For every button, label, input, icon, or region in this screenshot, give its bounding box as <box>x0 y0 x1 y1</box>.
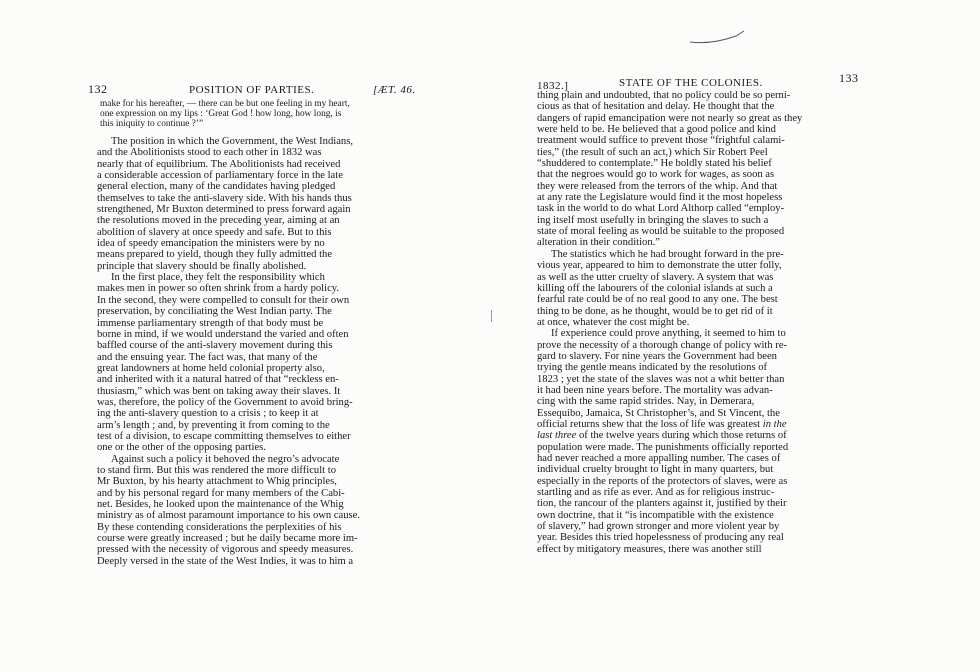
text-line: If experience could prove anything, it seemed to him to <box>551 328 786 340</box>
text-line: one or the other of the opposing parties. <box>97 442 266 454</box>
text-line: cious as that of hesitation and delay. He thought that the <box>537 101 775 113</box>
text-line: thing plain and undoubted, that no policy could be so perni- <box>537 90 791 101</box>
text-line: test of a division, to escape committing themselves to either <box>97 430 351 442</box>
text-line: themselves to take the anti-slavery side. With his hands thus <box>97 192 352 204</box>
text-line: and inherited with it a natural hatred of that “reckless en- <box>97 374 339 386</box>
text-line: abolition of slavery at once speedy and safe. But to this <box>97 226 332 238</box>
text-line: make for his hereafter, — there can be but one feeling in my heart, <box>100 99 350 109</box>
text-line: “shuddered to contemplate.” He boldly stated his belief <box>537 158 772 170</box>
text-line: general election, many of the candidates having pledged <box>97 181 336 193</box>
text-line: as well as the utter cruelty of slavery. A system that was <box>537 271 774 283</box>
right-page <box>490 0 980 672</box>
text-line: official returns shew that the loss of life was greatest in the <box>537 418 787 430</box>
left-body-text <box>97 136 427 567</box>
text-line: Deeply versed in the state of the West Indies, it was to him a <box>97 555 354 567</box>
text-line: dangers of rapid emancipation were not nearly so great as they <box>537 112 803 124</box>
gutter-mark <box>491 310 492 322</box>
text-line: nearly that of equilibrium. The Abolitionists had received <box>97 158 341 170</box>
right-running-head-date: 1832.] <box>537 80 569 92</box>
text-line: at once, whatever the cost might be. <box>537 316 690 328</box>
text-line: In the second, they were compelled to consult for their own <box>97 294 350 306</box>
text-line: population were made. The punishments officially reported <box>537 441 789 453</box>
left-page-number: 132 <box>88 82 108 96</box>
text-line: pressed with the necessity of vigorous and speedy measures. <box>97 544 354 556</box>
text-line: trying the gentle means indicated by the resolutions of <box>537 362 768 374</box>
right-body-text <box>537 90 882 555</box>
text-line: task in the world to do what Lord Althorp called “employ- <box>537 203 785 215</box>
text-line: thing to be done, as he thought, would be to get rid of it <box>537 305 773 317</box>
text-line: tion, the rancour of the planters against it, justified by their <box>537 498 787 510</box>
text-line: thusiasm,” which was bent on taking away their slaves. It <box>97 385 341 397</box>
text-line: was, therefore, the policy of the Government to avoid bring- <box>97 396 353 408</box>
text-line: Mr Buxton, by his hearty attachment to Whig principles, <box>97 476 337 488</box>
text-line: Essequibo, Jamaica, St Christopher’s, and St Vincent, the <box>537 407 780 419</box>
text-line: last three of the twelve years during which those returns of <box>537 430 787 442</box>
text-line: net. Besides, he looked upon the maintenance of the Whig <box>97 499 344 510</box>
text-line: own doctrine, that it “is incompatible with the existence <box>537 509 774 521</box>
text-line: ing the anti-slavery question to a crisis ; to keep it at <box>97 408 319 420</box>
text-line: and the ensuing year. The fact was, that many of the <box>97 351 318 363</box>
text-line: baffled course of the anti-slavery movement during this <box>97 340 333 352</box>
text-line: this iniquity to continue ?’” <box>100 119 204 129</box>
text-line: vious year, appeared to him to demonstrate the utter folly, <box>537 260 782 272</box>
text-line: arm’s length ; and, by preventing it from coming to the <box>97 419 330 431</box>
text-line: By these contending considerations the perplexities of his <box>97 521 342 533</box>
text-line: had never reached a more appalling number. The cases of <box>537 453 781 464</box>
text-line: ties,” (the result of such an act,) which Sir Robert Peel <box>537 146 768 158</box>
right-running-head: STATE OF THE COLONIES. <box>619 77 763 89</box>
text-line: individual cruelty brought to light in many quarters, but <box>537 464 774 476</box>
text-line: alteration in their condition.” <box>537 237 660 249</box>
text-line: ing itself most usefully in bringing the slaves to such a <box>537 214 769 226</box>
text-line: fearful rate could be of no real good to any one. The best <box>537 294 778 306</box>
text-line: cing with the same rapid strides. Nay, in Demerara, <box>537 396 755 408</box>
text-line: Against such a policy it behoved the negro’s advocate <box>111 453 340 465</box>
text-line: preservation, by conciliating the West Indian party. The <box>97 306 332 318</box>
text-line: to stand firm. But this was rendered the more difficult to <box>97 464 336 476</box>
text-line: startling and as rife as ever. And as for religious instruc- <box>537 487 775 499</box>
text-line: immense parliamentary strength of that body must be <box>97 317 324 329</box>
text-line: strengthened, Mr Buxton determined to press forward again <box>97 204 351 216</box>
text-line: In the first place, they felt the responsibility which <box>111 272 325 284</box>
text-line: that the negroes would go to work for wages, as soon as <box>537 169 775 181</box>
text-line: and by his personal regard for many members of the Cabi- <box>97 487 345 499</box>
text-line: one expression on my lips : ‘Great God ! how long, how long, is <box>100 109 342 119</box>
left-running-head: POSITION OF PARTIES. <box>189 84 315 96</box>
text-line: course were greatly increased ; but he daily became more im- <box>97 533 358 545</box>
text-line: they were released from the terrors of the whip. And that <box>537 180 778 192</box>
text-line: gard to slavery. For nine years the Government had been <box>537 350 777 362</box>
left-quote-block <box>100 99 426 129</box>
text-line: and the Abolitionists stood to each other in 1832 was <box>97 147 322 159</box>
text-line: it had been nine years before. The mortality was advan- <box>537 384 773 396</box>
text-line: idea of speedy emancipation the ministers were by no <box>97 238 325 250</box>
text-line: 1823 ; yet the state of the slaves was not a whit better than <box>537 373 785 385</box>
text-line: The statistics which he had brought forward in the pre- <box>551 248 784 260</box>
text-line: prove the necessity of a thorough change of policy with re- <box>537 339 788 351</box>
text-line: at any rate the Legislature would find it the most hopeless <box>537 192 783 204</box>
text-line: means prepared to yield, though they fully admitted the <box>97 249 333 261</box>
text-line: treatment would suffice to prevent those “frightful calami- <box>537 135 785 147</box>
text-line: killing off the labourers of the colonial islands at such a <box>537 282 773 294</box>
text-line: effect by mitigatory measures, there was another still <box>537 543 762 555</box>
pencil-mark <box>688 28 746 46</box>
text-line: The position in which the Government, the West Indians, <box>111 136 353 147</box>
text-line: borne in mind, if we would understand the varied and often <box>97 328 349 340</box>
text-line: were held to be. He believed that a good police and kind <box>537 124 776 136</box>
text-line: especially in the reports of the protectors of slaves, were as <box>537 475 788 487</box>
left-running-head-date: [ÆT. 46. <box>373 84 416 96</box>
text-line: a considerable accession of parliamentary force in the late <box>97 170 343 182</box>
right-page-number: 133 <box>839 71 859 85</box>
text-line: makes men in power so often shrink from a hardy policy. <box>97 283 340 295</box>
text-line: principle that slavery should be finally abolished. <box>97 260 307 272</box>
text-line: year. Besides this tried hopelessness of producing any real <box>537 532 784 544</box>
text-line: great landowners at home held colonial property also, <box>97 362 325 374</box>
text-line: of slavery,” had grown stronger and more violent year by <box>537 521 780 533</box>
text-line: state of moral feeling as would be suitable to the proposed <box>537 226 785 238</box>
text-line: ministry as of almost paramount importance to his own cause. <box>97 510 361 522</box>
text-line: the resolutions moved in the preceding year, aiming at an <box>97 215 340 227</box>
